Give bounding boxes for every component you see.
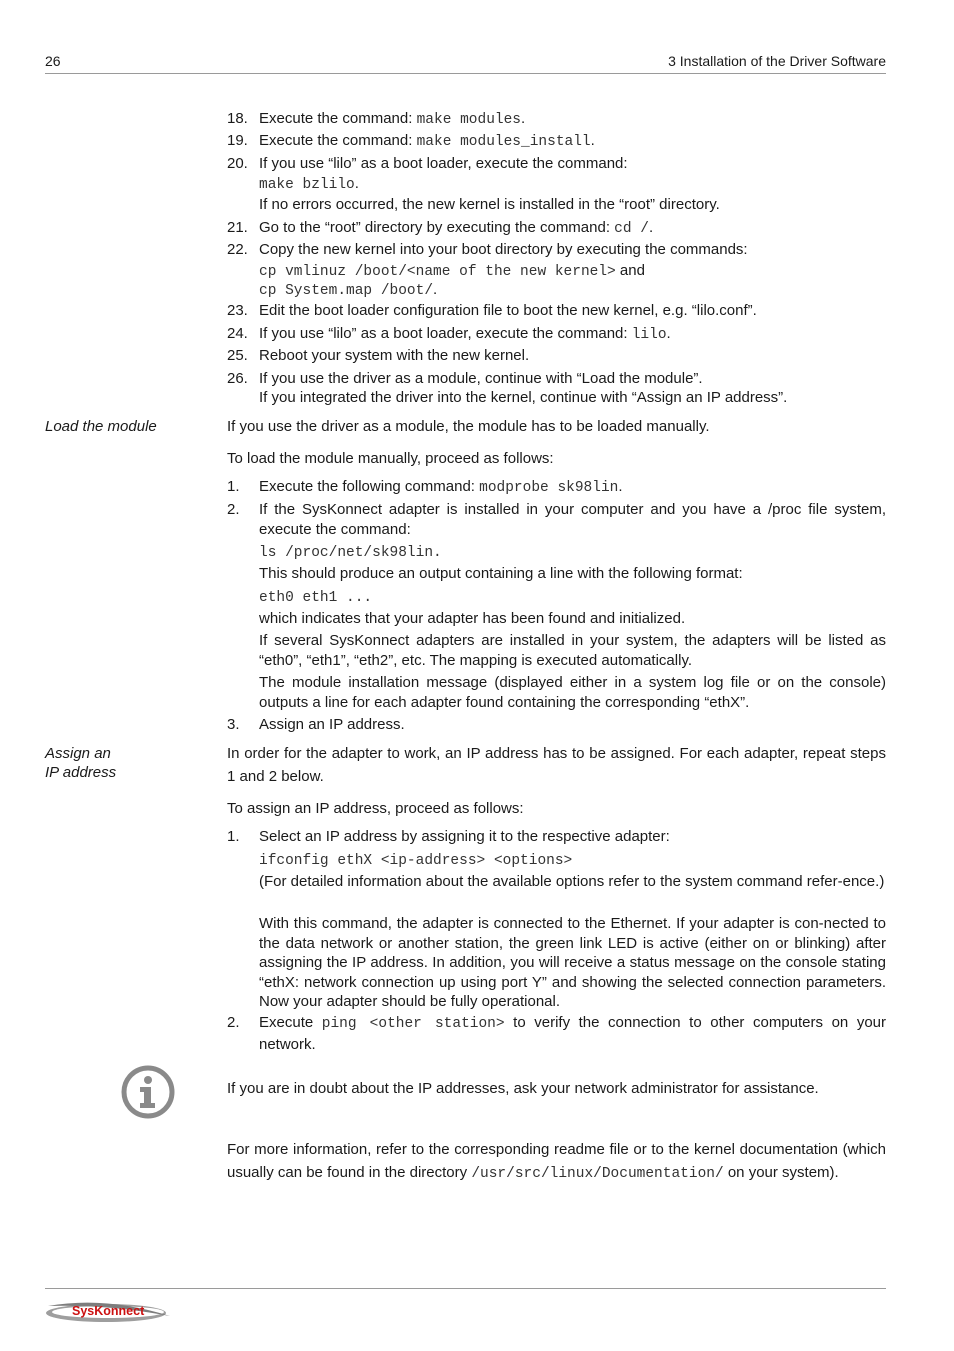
step-text: Reboot your system with the new kernel.: [259, 347, 530, 364]
list-item-step-24: [227, 324, 886, 346]
command-code: make bzlilo: [259, 177, 355, 193]
step-number: 26.: [227, 370, 248, 387]
list-item-step-19: [227, 131, 886, 153]
more-info-paragraph: [227, 1138, 886, 1186]
step-text: Execute the command:: [259, 132, 417, 149]
step-number: 20.: [227, 155, 248, 172]
list-item-step-18: [227, 109, 886, 131]
syskonnect-logo: [46, 1298, 172, 1326]
step-number: 1.: [227, 828, 240, 845]
more-info-text: For more information, refer to the corresponding readme file or to the kernel documentation (which usually can be found in the directory: [227, 1141, 886, 1181]
step-number: 1.: [227, 478, 240, 495]
load-module-proceed: To load the module manually, proceed as follows:: [227, 450, 554, 467]
command-code: cd /: [614, 221, 649, 237]
list-item-step-25: [227, 346, 886, 366]
step-text: If you use “lilo” as a boot loader, execute the command:: [259, 325, 632, 342]
step-number: 22.: [227, 241, 248, 258]
directory-path: /usr/src/linux/Documentation/: [471, 1166, 724, 1182]
step-20-note: If no errors occurred, the new kernel is installed in the “root” directory.: [259, 196, 720, 213]
step-26-line-2: If you integrated the driver into the kernel, continue with “Assign an IP address”.: [259, 389, 788, 406]
command-code: ls /proc/net/sk98lin.: [259, 545, 442, 561]
step-text: If the SysKonnect adapter is installed in your computer and you have a /proc file system, execute the command:: [259, 501, 886, 538]
step-text: Select an IP address by assigning it to the respective adapter:: [259, 828, 670, 845]
svg-text:SysKonnect: SysKonnect: [72, 1304, 145, 1318]
step-text-after: .: [590, 132, 595, 149]
load-2-command: [259, 542, 886, 564]
step-number: 2.: [227, 501, 240, 518]
command-code: modprobe sk98lin: [479, 480, 619, 496]
list-item-load-1: [227, 477, 886, 499]
step-text: Go to the “root” directory by executing the command:: [259, 219, 615, 236]
command-code: make modules: [416, 112, 522, 128]
assign-1-explanation: With this command, the adapter is connected to the Ethernet. If your adapter is con-nected to the data network or another station, the green link LED is active (either on or blinking) after assigning the IP address. In addition, you will receive a status message on the console stating “ethX: network connection up using port Y” and showing the selected connection parameters. Now your adapter should be fully operational.: [259, 915, 886, 1010]
load-module-intro: If you use the driver as a module, the module has to be loaded manually.: [227, 418, 710, 435]
assign-1-detail: (For detailed information about the available options refer to the system command refer-ence.): [259, 873, 885, 890]
command-code: make modules_install: [416, 134, 591, 150]
step-number: 25.: [227, 347, 248, 364]
sidebar-heading-assign-ip: [45, 744, 116, 782]
assign-ip-proceed: To assign an IP address, proceed as follows:: [227, 800, 524, 817]
list-item-assign-1: [227, 827, 886, 847]
more-info-text-after: on your system).: [723, 1164, 839, 1181]
footer-divider: [45, 1288, 886, 1289]
list-item-step-26: [227, 369, 886, 389]
step-text-after: .: [618, 478, 623, 495]
list-item-step-23: [227, 301, 886, 321]
step-22-command-2: [259, 280, 886, 302]
step-number: 21.: [227, 219, 248, 236]
step-number: 24.: [227, 325, 248, 342]
load-2-output-intro: This should produce an output containing a line with the following format:: [259, 565, 743, 582]
step-number: 3.: [227, 716, 240, 733]
list-item-load-2: [227, 500, 886, 539]
chapter-title: 3 Installation of the Driver Software: [668, 53, 886, 69]
step-text-after: .: [354, 175, 359, 192]
step-text: Execute the command:: [259, 110, 417, 127]
step-20-command: [259, 174, 886, 196]
load-2-several: If several SysKonnect adapters are installed in your system, the adapters will be listed as “eth0”, “eth1”, “eth2”, etc. The mapping is executed automatically.: [259, 632, 886, 669]
step-number: 2.: [227, 1014, 240, 1031]
command-code: ifconfig ethX <ip-address> <options>: [259, 853, 573, 869]
step-text-after: .: [521, 110, 526, 127]
header-divider: [45, 73, 886, 74]
step-text: Edit the boot loader configuration file to boot the new kernel, e.g. “lilo.conf”.: [259, 302, 757, 319]
list-item-step-20: [227, 154, 886, 174]
command-code: eth0 eth1 ...: [259, 590, 373, 606]
step-text: If you use the driver as a module, continue with “Load the module”.: [259, 370, 703, 387]
step-number: 23.: [227, 302, 248, 319]
page-number: 26: [45, 53, 61, 69]
list-item-assign-2: [227, 1013, 886, 1054]
list-item-step-22: [227, 240, 886, 260]
command-code: ping <other station>: [321, 1016, 505, 1032]
load-2-found: which indicates that your adapter has been found and initialized.: [259, 610, 686, 627]
command-code: lilo: [631, 327, 667, 343]
assign-1-command: [259, 850, 886, 872]
sidebar-heading-load-module: Load the module: [45, 418, 157, 435]
load-2-message: The module installation message (displayed either in a system log file or on the console) outputs a line for each adapter found containing the corresponding “ethX”.: [259, 674, 886, 711]
step-text-after: .: [433, 281, 438, 298]
step-text: If you use “lilo” as a boot loader, execute the command:: [259, 155, 628, 172]
list-item-step-21: [227, 218, 886, 240]
info-icon: [120, 1064, 176, 1120]
load-2-output-format: [259, 587, 886, 609]
step-number: 19.: [227, 132, 248, 149]
step-text: Execute the following command:: [259, 478, 480, 495]
step-text: Copy the new kernel into your boot directory by executing the commands:: [259, 241, 748, 258]
step-text-after: to verify the connection to other computers on your network.: [259, 1014, 886, 1053]
info-note: If you are in doubt about the IP addresses, ask your network administrator for assistance.: [227, 1080, 819, 1097]
step-number: 18.: [227, 110, 248, 127]
step-text-after: .: [648, 219, 654, 236]
sidebar-heading-line-1: Assign an: [45, 745, 111, 762]
list-item-load-3: [227, 715, 886, 735]
step-text: Assign an IP address.: [259, 716, 405, 733]
command-code: cp vmlinuz /boot/<name of the new kernel>: [259, 264, 616, 280]
sidebar-heading-line-2: IP address: [45, 764, 117, 781]
assign-ip-intro: In order for the adapter to work, an IP address has to be assigned. For each adapter, repeat steps 1 and 2 below.: [227, 745, 886, 785]
conjunction: and: [615, 262, 645, 279]
step-text-after: .: [666, 325, 671, 342]
step-text: Execute: [259, 1014, 322, 1031]
command-code: cp System.map /boot/: [259, 283, 434, 299]
